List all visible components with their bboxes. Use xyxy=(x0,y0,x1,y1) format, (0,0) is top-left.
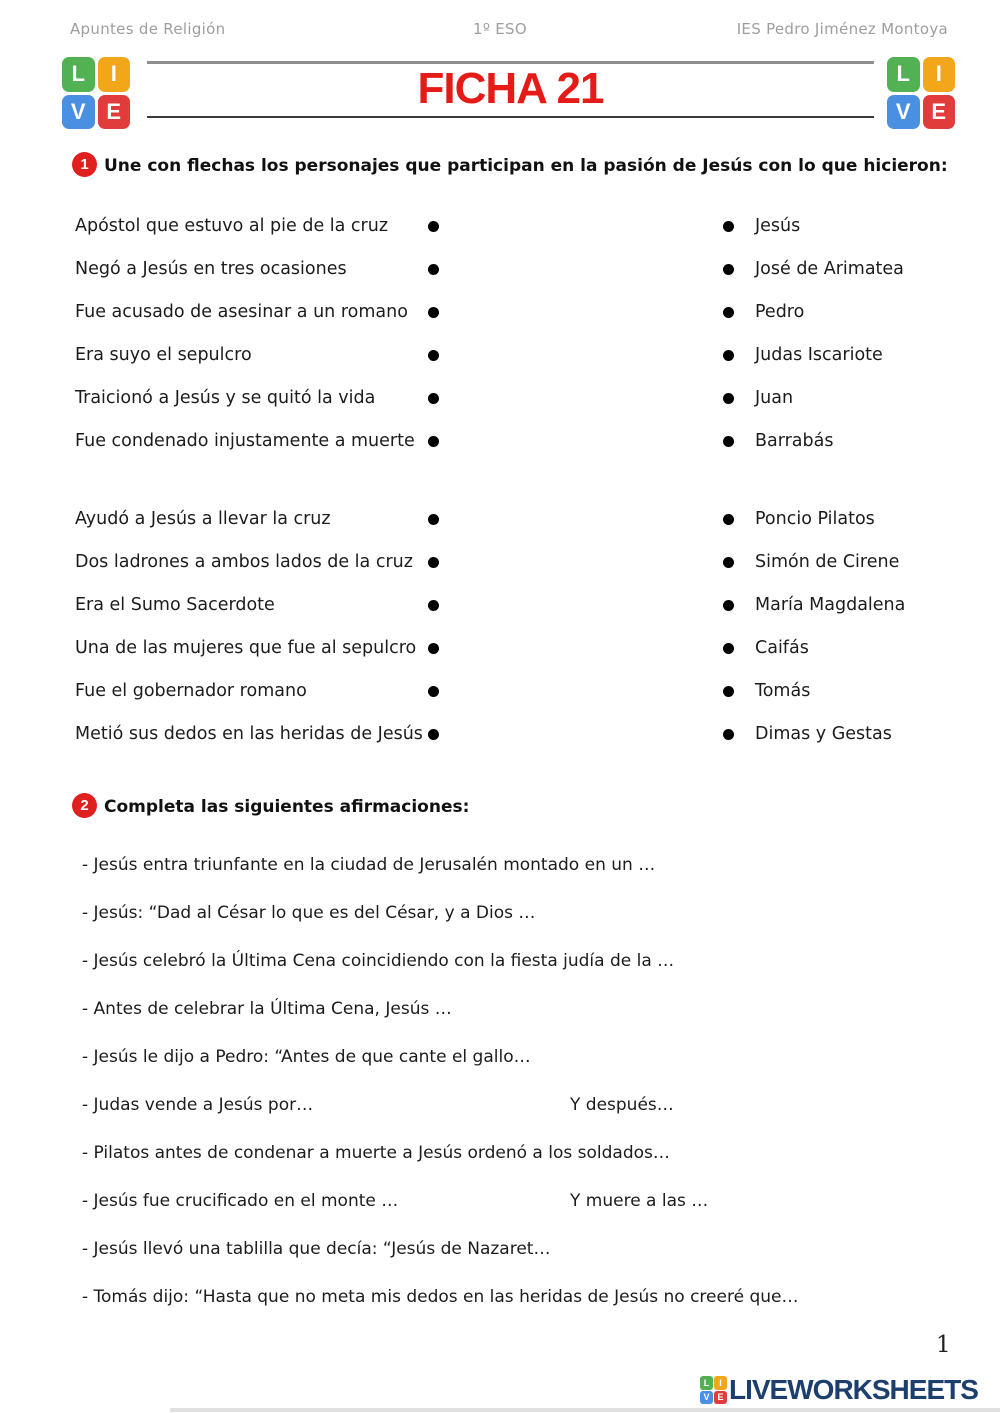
statement-text: - Jesús entra triunfante en la ciudad de Jerusalén montado en un … xyxy=(82,855,656,875)
statement-text: - Pilatos antes de condenar a muerte a Jesús ordenó a los soldados… xyxy=(82,1143,670,1163)
statement-text: - Jesús llevó una tablilla que decía: “Jesús de Nazaret… xyxy=(82,1239,551,1259)
match-row xyxy=(0,633,1000,663)
match-right-label: Jesús xyxy=(755,216,801,236)
match-row xyxy=(0,254,1000,284)
statement-line xyxy=(82,1090,982,1120)
header-subject: Apuntes de Religión xyxy=(70,20,226,38)
match-dot-left[interactable] xyxy=(428,221,439,232)
match-dot-left[interactable] xyxy=(428,350,439,361)
statement-text: - Jesús fue crucificado en el monte … xyxy=(82,1191,399,1211)
match-dot-left[interactable] xyxy=(428,436,439,447)
statement-line xyxy=(82,1282,982,1312)
match-right-label: Dimas y Gestas xyxy=(755,724,892,744)
match-right-label: Barrabás xyxy=(755,431,834,451)
logo-letter-e: E xyxy=(923,95,956,130)
statement-extra-text: Y después… xyxy=(570,1095,674,1115)
statement-text: - Judas vende a Jesús por… xyxy=(82,1095,314,1115)
match-right-label: María Magdalena xyxy=(755,595,906,615)
statement-line xyxy=(82,1234,982,1264)
logo-letter-v: V xyxy=(62,95,95,130)
match-row xyxy=(0,383,1000,413)
logo-letter-l: L xyxy=(62,57,95,92)
statement-line xyxy=(82,898,982,928)
match-dot-right[interactable] xyxy=(723,686,734,697)
match-left-label: Apóstol que estuvo al pie de la cruz xyxy=(75,216,389,236)
match-dot-left[interactable] xyxy=(428,729,439,740)
live-mini-logo xyxy=(700,1376,727,1404)
match-left-label: Negó a Jesús en tres ocasiones xyxy=(75,259,347,279)
match-right-label: Tomás xyxy=(755,681,811,701)
match-left-label: Era suyo el sepulcro xyxy=(75,345,252,365)
match-dot-left[interactable] xyxy=(428,264,439,275)
match-dot-left[interactable] xyxy=(428,686,439,697)
match-right-label: Pedro xyxy=(755,302,805,322)
statement-line xyxy=(82,1042,982,1072)
logo-letter-v: V xyxy=(887,95,920,130)
match-dot-left[interactable] xyxy=(428,643,439,654)
match-dot-right[interactable] xyxy=(723,436,734,447)
match-dot-right[interactable] xyxy=(723,729,734,740)
exercise1-title: Une con flechas los personajes que participan en la pasión de Jesús con lo que hicieron: xyxy=(104,156,948,176)
statement-text: - Jesús le dijo a Pedro: “Antes de que cante el gallo… xyxy=(82,1047,531,1067)
match-left-label: Una de las mujeres que fue al sepulcro xyxy=(75,638,417,658)
liveworksheets-wordmark: LIVEWORKSHEETS xyxy=(729,1374,978,1405)
logo-letter-i: I xyxy=(923,57,956,92)
match-dot-right[interactable] xyxy=(723,557,734,568)
statement-text: - Jesús celebró la Última Cena coincidiendo con la fiesta judía de la … xyxy=(82,951,675,971)
statement-text: - Tomás dijo: “Hasta que no meta mis dedos en las heridas de Jesús no creeré que… xyxy=(82,1287,799,1307)
logo-letter-i: I xyxy=(714,1376,727,1390)
statement-text: - Jesús: “Dad al César lo que es del César, y a Dios … xyxy=(82,903,536,923)
header-school: IES Pedro Jiménez Montoya xyxy=(736,20,948,38)
statement-line xyxy=(82,850,982,880)
match-left-label: Fue condenado injustamente a muerte xyxy=(75,431,415,451)
match-left-label: Dos ladrones a ambos lados de la cruz xyxy=(75,552,413,572)
statement-line xyxy=(82,994,982,1024)
statement-text: - Antes de celebrar la Última Cena, Jesús … xyxy=(82,999,452,1019)
statement-line xyxy=(82,946,982,976)
match-left-label: Fue acusado de asesinar a un romano xyxy=(75,302,408,322)
logo-letter-e: E xyxy=(98,95,131,130)
logo-letter-l: L xyxy=(887,57,920,92)
match-left-label: Era el Sumo Sacerdote xyxy=(75,595,275,615)
page-number: 1 xyxy=(936,1332,951,1358)
match-left-label: Traicionó a Jesús y se quitó la vida xyxy=(75,388,376,408)
match-dot-right[interactable] xyxy=(723,264,734,275)
match-row xyxy=(0,297,1000,327)
page-title: FICHA 21 xyxy=(417,64,604,113)
match-dot-left[interactable] xyxy=(428,557,439,568)
logo-letter-i: I xyxy=(98,57,131,92)
statement-line xyxy=(82,1186,982,1216)
logo-letter-e: E xyxy=(714,1391,727,1405)
logo-letter-l: L xyxy=(700,1376,713,1390)
liveworksheets-logo xyxy=(700,1374,978,1406)
live-logo-right xyxy=(887,57,955,129)
match-row xyxy=(0,590,1000,620)
title-rule-bottom xyxy=(147,116,874,118)
match-left-label: Ayudó a Jesús a llevar la cruz xyxy=(75,509,331,529)
exercise2-number-badge: 2 xyxy=(72,793,97,818)
header-grade: 1º ESO xyxy=(473,20,527,38)
match-dot-left[interactable] xyxy=(428,393,439,404)
logo-letter-v: V xyxy=(700,1391,713,1405)
match-row xyxy=(0,719,1000,749)
match-right-label: Poncio Pilatos xyxy=(755,509,875,529)
match-right-label: Juan xyxy=(755,388,794,408)
match-row xyxy=(0,504,1000,534)
match-row xyxy=(0,211,1000,241)
match-left-label: Metió sus dedos en las heridas de Jesús xyxy=(75,724,423,744)
match-row xyxy=(0,547,1000,577)
match-dot-right[interactable] xyxy=(723,221,734,232)
match-right-label: Judas Iscariote xyxy=(755,345,883,365)
match-dot-right[interactable] xyxy=(723,307,734,318)
match-dot-left[interactable] xyxy=(428,600,439,611)
match-right-label: José de Arimatea xyxy=(755,259,904,279)
statement-extra-text: Y muere a las … xyxy=(570,1191,709,1211)
match-row xyxy=(0,426,1000,456)
match-right-label: Caifás xyxy=(755,638,809,658)
exercise2-title: Completa las siguientes afirmaciones: xyxy=(104,797,470,817)
match-dot-right[interactable] xyxy=(723,600,734,611)
live-logo-left xyxy=(62,57,130,129)
match-dot-right[interactable] xyxy=(723,393,734,404)
exercise1-number-badge: 1 xyxy=(72,152,97,177)
match-dot-left[interactable] xyxy=(428,307,439,318)
match-left-label: Fue el gobernador romano xyxy=(75,681,307,701)
match-row xyxy=(0,676,1000,706)
match-row xyxy=(0,340,1000,370)
match-right-label: Simón de Cirene xyxy=(755,552,900,572)
statement-line xyxy=(82,1138,982,1168)
page-bottom-edge xyxy=(170,1408,1000,1412)
match-dot-left[interactable] xyxy=(428,514,439,525)
match-dot-right[interactable] xyxy=(723,514,734,525)
match-dot-right[interactable] xyxy=(723,350,734,361)
match-dot-right[interactable] xyxy=(723,643,734,654)
